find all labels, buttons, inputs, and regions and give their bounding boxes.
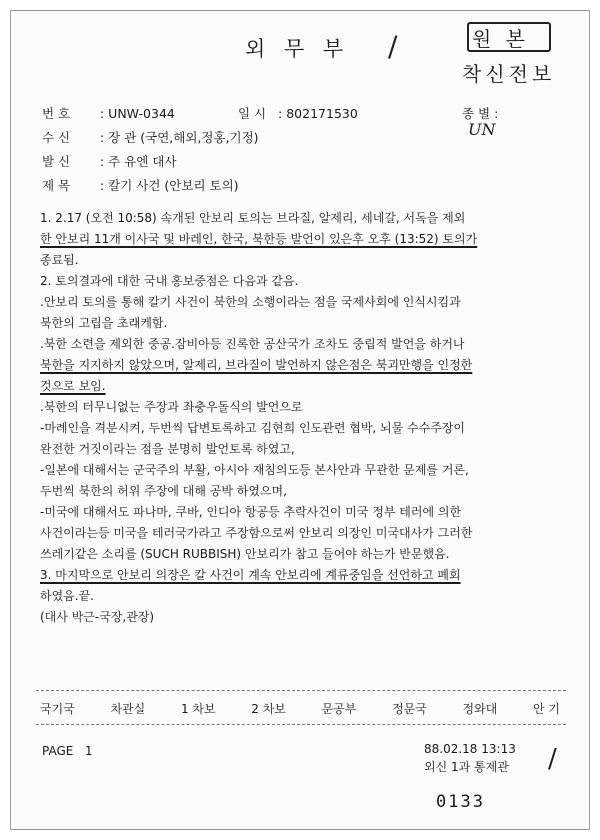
- page-indicator: [42, 744, 92, 758]
- dist-item: 정와대: [462, 702, 498, 716]
- sender-row: [42, 152, 177, 170]
- type-value: UN: [468, 120, 496, 139]
- dist-item: 2 차보: [251, 702, 286, 716]
- bullet2-line3: 것으로 보임.: [40, 379, 106, 393]
- bullet1-line2: 북한의 고립을 초래케함.: [40, 316, 168, 330]
- subject-label: 제 목: [42, 178, 71, 193]
- receiving-dept: 외신 1과 통제관: [424, 760, 509, 774]
- subject-row: [42, 176, 239, 194]
- bullet3-line8: 쓰레기같은 소리를 (SUCH RUBBISH) 안보리가 참고 들어야 하는가 반문했음.: [40, 547, 450, 561]
- bullet1-line1: .안보리 토의를 통해 칼기 사건이 북한의 소행이라는 점을 국제사회에 인식시킴과: [40, 295, 461, 309]
- sender-value: : 주 유엔 대사: [100, 154, 177, 169]
- incoming-telegram-title: 착신전보: [462, 62, 556, 86]
- body: [40, 208, 477, 628]
- para2: 2. 토의결과에 대한 국내 홍보중점은 다음과 같음.: [40, 274, 299, 288]
- bullet3-line4: -일본에 대해서는 군국주의 부활, 아시아 재침의도등 본사안과 무관한 문제를 거론,: [40, 463, 469, 477]
- number-value: : UNW-0344: [100, 106, 175, 121]
- page-number: 1: [84, 744, 93, 758]
- rule-bottom: [36, 724, 566, 725]
- bullet3-line6: -미국에 대해서도 파나마, 쿠바, 인디아 항공등 추락사건이 미국 정부 테러에 의한: [40, 505, 462, 519]
- document-number: 0133: [436, 792, 485, 812]
- date-value: : 802171530: [278, 106, 358, 121]
- dist-item: 1 차보: [180, 702, 216, 716]
- type-label: 종 별 :: [462, 106, 499, 121]
- control-mark: /: [548, 744, 557, 774]
- page-label: PAGE: [42, 744, 74, 758]
- number-row: [42, 104, 175, 122]
- date-row: [238, 104, 358, 122]
- recipient-value: : 장 관 (국연,해외,정홍,기정): [100, 130, 259, 145]
- dist-item: 정문국: [392, 702, 427, 716]
- dist-item: 안 기: [533, 702, 560, 716]
- number-label: 번 호: [42, 106, 71, 121]
- recipient-row: [42, 128, 259, 146]
- para1-line2: 한 안보리 11개 이사국 및 바레인, 한국, 북한등 발언이 있은후 오후 (13:52) 토의가: [40, 232, 478, 246]
- recipient-label: 수 신: [42, 130, 71, 145]
- bullet3-line5: 두번씩 북한의 허위 주장에 대해 공박 하였으며,: [40, 484, 287, 498]
- dist-item: 국기국: [40, 702, 75, 716]
- original-stamp: 원 본: [472, 27, 529, 51]
- bullet3-line1: .북한의 터무니없는 주장과 좌충우돌식의 발언으로: [40, 400, 303, 414]
- bullet3-line7: 사건이라는등 미국을 테러국가라고 주장함으로써 안보리 의장인 미국대사가 그러한: [40, 526, 473, 540]
- para1-line1: 1. 2.17 (오전 10:58) 속개된 안보리 토의는 브라질, 알제리, 세네갈, 서독을 제외: [40, 211, 466, 225]
- bullet3-line3: 완전한 거짓이라는 점을 분명히 발언토록 하였고,: [40, 442, 295, 456]
- ministry-title: 외 무 부: [245, 37, 350, 61]
- bullet2-line1: .북한 소련을 제외한 중공.잠비아등 진록한 공산국가 조차도 중립적 발언을 하거나: [40, 337, 465, 351]
- distribution-list: [40, 700, 560, 717]
- dist-item: 문공부: [321, 702, 357, 716]
- signature: (대사 박근-국장,관장): [40, 610, 155, 624]
- dist-item: 차관실: [110, 702, 146, 716]
- date-label: 일 시: [238, 106, 267, 121]
- rule-top: [36, 690, 566, 691]
- subject-value: : 칼기 사건 (안보리 토의): [100, 178, 239, 193]
- bullet3-line2: -마례인을 격분시켜, 두번씩 답변토록하고 김현희 인도관련 협박, 뇌물 수수주장이: [40, 421, 466, 435]
- para3-line1: 3. 마지막으로 안보리 의장은 칼 사건이 계속 안보리에 계류중임을 선언하고 폐회: [40, 568, 461, 582]
- para1-line3: 종료됨.: [40, 253, 79, 267]
- bullet2-line2: 북한을 지지하지 않았으며, 알제리, 브라질이 발언하지 않은점은 북괴만행을 인정한: [40, 358, 473, 372]
- receipt-timestamp: 88.02.18 13:13: [424, 742, 516, 756]
- sender-label: 발 신: [42, 154, 71, 169]
- slash-mark: /: [388, 30, 398, 63]
- para3-line2: 하였음.끝.: [40, 589, 94, 603]
